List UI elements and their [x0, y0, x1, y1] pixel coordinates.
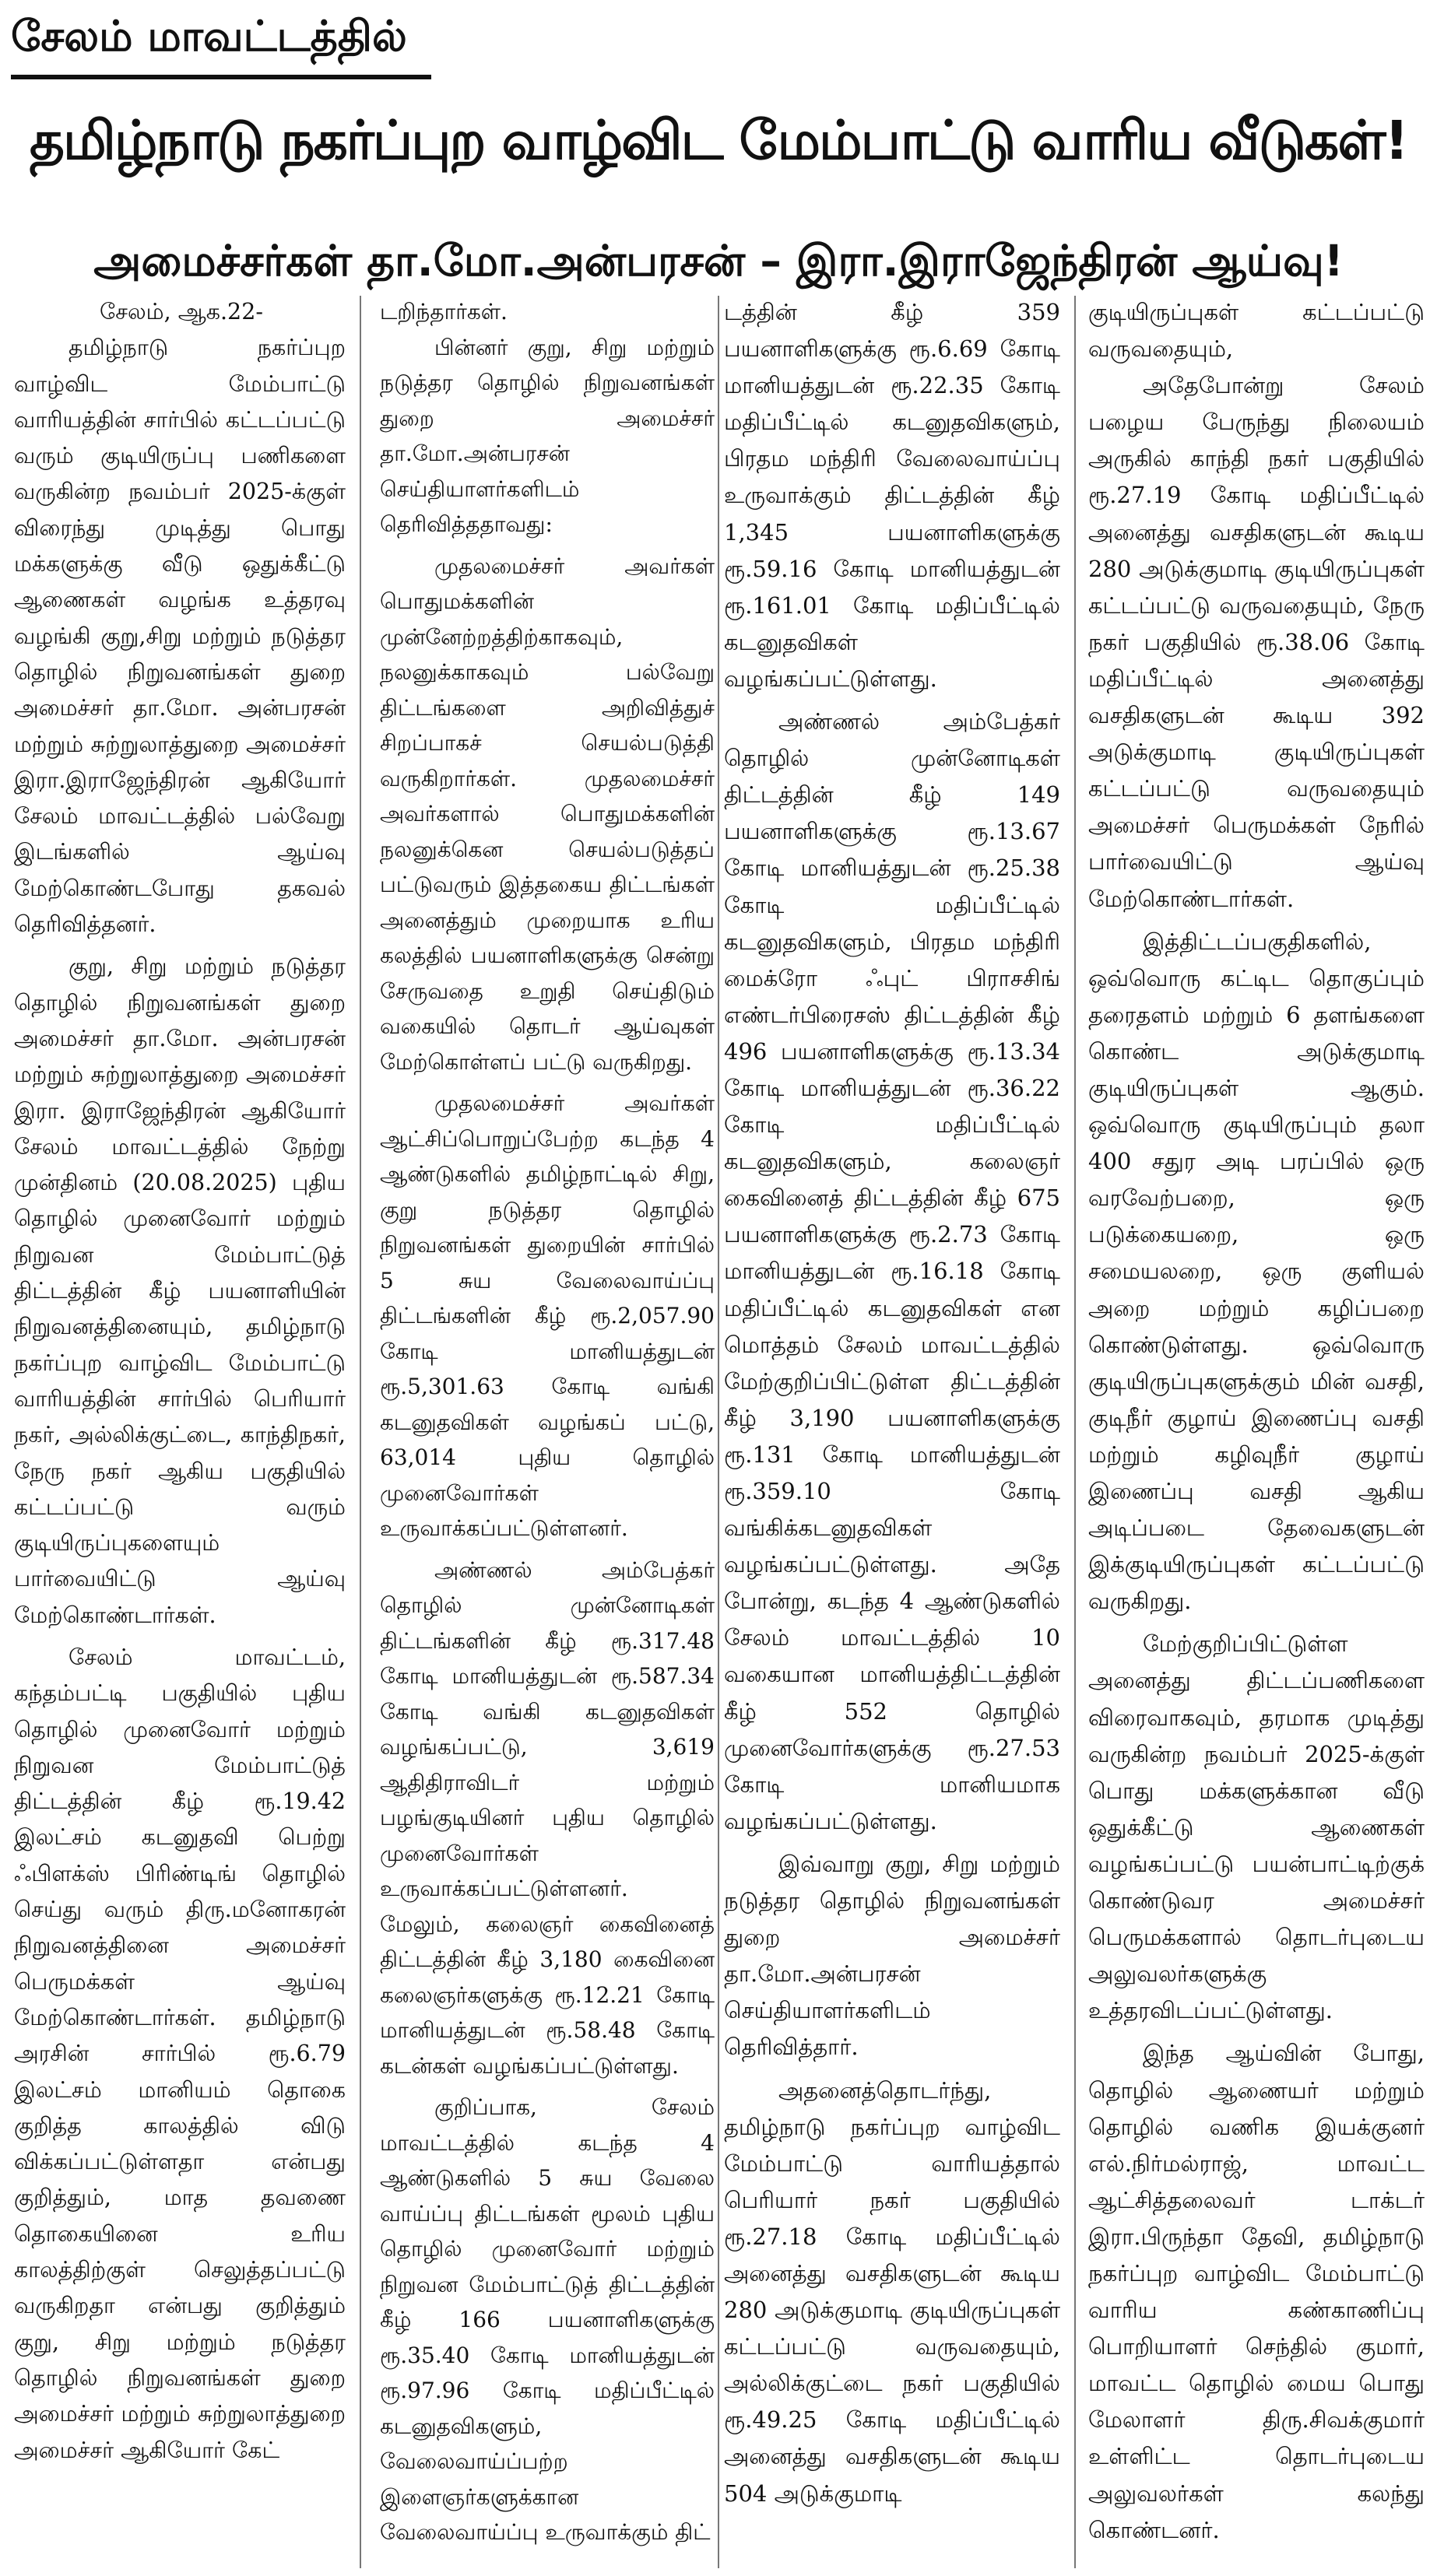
column-divider: [718, 296, 719, 2568]
column-divider: [1074, 296, 1076, 2568]
kicker-underline: [11, 75, 431, 79]
paragraph: மேற்குறிப்பிட்டுள்ள அனைத்து திட்டப்பணிகளை விரைவாகவும், தரமாக முடித்து வருகின்ற நவம்பர் 2025-க்குள் பொது மக்களுக்கான வீடு ஒதுக்கீட்டு ஆணைகள் வழங்கப்பட்டு பயன்பாட்டிற்குக் கொண்டுவர அமைச்சர் பெருமக்களால் தொடர்புடைய அலுவலர்களுக்கு உத்தரவிடப்பட்டுள்ளது.: [1088, 1630, 1425, 2024]
paragraph: அண்ணல் அம்பேத்கர் தொழில் முன்னோடிகள் திட்டத்தின் கீழ் 149 பயனாளிகளுக்கு ரூ.13.67 கோடி மானியத்துடன் ரூ.25.38 கோடி மதிப்பீட்டில் கடனுதவிகளும், பிரதம மந்திரி மைக்ரோ ஃபுட் பிராசசிங் எண்டர்பிரைசஸ் திட்டத்தின் கீழ் 496 பயனாளிகளுக்கு ரூ.13.34 கோடி மானியத்துடன் ரூ.36.22 கோடி மதிப்பீட்டில் கடனுதவிகளும், கலைஞர் கைவினைத் திட்டத்தின் கீழ் 675 பயனாளிகளுக்கு ரூ.2.73 கோடி மானியத்துடன் ரூ.16.18 கோடி மதிப்பீட்டில் கடனுதவிகள் என மொத்தம் சேலம் மாவட்டத்தில் மேற்குறிப்பிட்டுள்ள திட்டத்தின் கீழ் 3,190 பயனாளிகளுக்கு ரூ.131 கோடி மானியத்துடன் ரூ.359.10 கோடி வங்கிக்கடனுதவிகள் வழங்கப்பட்டுள்ளது. அதே போன்று, கடந்த 4 ஆண்டுகளில் சேலம் மாவட்டத்தில் 10 வகையான மானியத்திட்டத்தின் கீழ் 552 தொழில் முனைவோர்களுக்கு ரூ.27.53 கோடி மானியமாக வழங்கப்பட்டுள்ளது.: [724, 708, 1060, 1834]
column-divider: [360, 296, 361, 2568]
paragraph: இவ்வாறு குறு, சிறு மற்றும் நடுத்தர தொழில் நிறுவனங்கள் துறை அமைச்சர் தா.மோ.அன்பரசன் செய்தியாளர்களிடம் தெரிவித்தார்.: [724, 1850, 1060, 2061]
headline: தமிழ்நாடு நகர்ப்புற வாழ்விட மேம்பாட்டு வாரிய வீடுகள்!: [30, 110, 1407, 172]
paragraph: அண்ணல் அம்பேத்கர் தொழில் முன்னோடிகள் திட்டங்களின் கீழ் ரூ.317.48 கோடி மானியத்துடன் ரூ.587.34 கோடி வங்கி கடனுதவிகள் வழங்கப்பட்டு, 3,619 ஆதிதிராவிடர் மற்றும் பழங்குடியினர் புதிய தொழில் முனைவோர்கள் உருவாக்கப்பட்டுள்ளனர். மேலும், கலைஞர் கைவினைத் திட்டத்தின் கீழ் 3,180 கைவினை கலைஞர்களுக்கு ரூ.12.21 கோடி மானியத்துடன் ரூ.58.48 கோடி கடன்கள் வழங்கப்பட்டுள்ளது.: [380, 1556, 715, 2079]
subheadline: அமைச்சர்கள் தா.மோ.அன்பரசன் – இரா.இராஜேந்திரன் ஆய்வு!: [93, 236, 1344, 286]
paragraph: பின்னர் குறு, சிறு மற்றும் நடுத்தர தொழில் நிறுவனங்கள் துறை அமைச்சர் தா.மோ.அன்பரசன் செய்தியாளர்களிடம் தெரிவித்ததாவது:: [380, 334, 715, 537]
paragraph: குறு, சிறு மற்றும் நடுத்தர தொழில் நிறுவனங்கள் துறை அமைச்சர் தா.மோ. அன்பரசன் மற்றும் சுற்றுலாத்துறை அமைச்சர் இரா. இராஜேந்திரன் ஆகியோர் சேலம் மாவட்டத்தில் நேற்று முன்தினம் (20.08.2025) புதிய தொழில் முனைவோர் மற்றும் நிறுவன மேம்பாட்டுத் திட்டத்தின் கீழ் பயனாளியின் நிறுவனத்தினையும், தமிழ்நாடு நகர்ப்புற வாழ்விட மேம்பாட்டு வாரியத்தின் சார்பில் பெரியார் நகர், அல்லிக்குட்டை, காந்திநகர், நேரு நகர் ஆகிய பகுதியில் கட்டப்பட்டு வரும் குடியிருப்புகளையும் பார்வையிட்டு ஆய்வு மேற்கொண்டார்கள்.: [14, 953, 346, 1628]
paragraph: சேலம் மாவட்டம், கந்தம்பட்டி பகுதியில் புதிய தொழில் முனைவோர் மற்றும் நிறுவன மேம்பாட்டுத் திட்டத்தின் கீழ் ரூ.19.42 இலட்சம் கடனுதவி பெற்று ஃபிளக்ஸ் பிரிண்டிங் தொழில் செய்து வரும் திரு.மனோகரன் நிறுவனத்தினை அமைச்சர் பெருமக்கள் ஆய்வு மேற்கொண்டார்கள். தமிழ்நாடு அரசின் சார்பில் ரூ.6.79 இலட்சம் மானியம் தொகை குறித்த காலத்தில் விடு விக்கப்பட்டுள்ளதா என்பது குறித்தும், மாத தவணை தொகையினை உரிய காலத்திற்குள் செலுத்தப்பட்டு வருகிறதா என்பது குறித்தும் குறு, சிறு மற்றும் நடுத்தர தொழில் நிறுவனங்கள் துறை அமைச்சர் மற்றும் சுற்றுலாத்துறை அமைச்சர் ஆகியோர் கேட்: [14, 1644, 346, 2463]
paragraph: டறிந்தார்கள்.: [380, 299, 508, 325]
paragraph: இந்த ஆய்வின் போது, தொழில் ஆணையர் மற்றும் தொழில் வணிக இயக்குனர் எல்.நிர்மல்ராஜ், மாவட்ட ஆட்சித்தலைவர் டாக்டர் இரா.பிருந்தா தேவி, தமிழ்நாடு நகர்ப்புற வாழ்விட மேம்பாட்டு வாரிய கண்காணிப்பு பொறியாளர் செந்தில் குமார், மாவட்ட தொழில் மைய பொது மேலாளர் திரு.சிவக்குமார் உள்ளிட்ட தொடர்புடைய அலுவலர்கள் கலந்து கொண்டனர்.: [1088, 2040, 1425, 2543]
paragraph: இத்திட்டப்பகுதிகளில், ஒவ்வொரு கட்டிட தொகுப்பும் தரைதளம் மற்றும் 6 தளங்களை கொண்ட அடுக்குமாடி குடியிருப்புகள் ஆகும். ஒவ்வொரு குடியிருப்பும் தலா 400 சதுர அடி பரப்பில் ஒரு வரவேற்பறை, ஒரு படுக்கையறை, ஒரு சமையலறை, ஒரு குளியல் அறை மற்றும் கழிப்பறை கொண்டுள்ளது. ஒவ்வொரு குடியிருப்புகளுக்கும் மின் வசதி, குடிநீர் குழாய் இணைப்பு வசதி மற்றும் கழிவுநீர் குழாய் இணைப்பு வசதி ஆகிய அடிப்படை தேவைகளுடன் இக்குடியிருப்புகள் கட்டப்பட்டு வருகிறது.: [1088, 928, 1425, 1615]
paragraph: குறிப்பாக, சேலம் மாவட்டத்தில் கடந்த 4 ஆண்டுகளில் 5 சுய வேலை வாய்ப்பு திட்டங்கள் மூலம் புதிய தொழில் முனைவோர் மற்றும் நிறுவன மேம்பாட்டுத் திட்டத்தின் கீழ் 166 பயனாளிகளுக்கு ரூ.35.40 கோடி மானியத்துடன் ரூ.97.96 கோடி மதிப்பீட்டில் கடனுதவிகளும், வேலைவாய்ப்பற்ற இளைஞர்களுக்கான வேலைவாய்ப்பு உருவாக்கும் திட்: [380, 2094, 715, 2545]
paragraph: அதனைத்தொடர்ந்து, தமிழ்நாடு நகர்ப்புற வாழ்விட மேம்பாட்டு வாரியத்தால் பெரியார் நகர் பகுதியில் ரூ.27.18 கோடி மதிப்பீட்டில் அனைத்து வசதிகளுடன் கூடிய 280 அடுக்குமாடி குடியிருப்புகள் கட்டப்பட்டு வருவதையும், அல்லிக்குட்டை நகர் பகுதியில் ரூ.49.25 கோடி மதிப்பீட்டில் அனைத்து வசதிகளுடன் கூடிய 504 அடுக்குமாடி: [724, 2076, 1060, 2507]
article-column-3: [724, 294, 1060, 2567]
article-column-2: [380, 294, 715, 2567]
article-column-1: [14, 294, 346, 2567]
kicker: சேலம் மாவட்டத்தில்: [11, 12, 407, 61]
paragraph: முதலமைச்சர் அவர்கள் ஆட்சிப்பொறுப்பேற்ற கடந்த 4 ஆண்டுகளில் தமிழ்நாட்டில் சிறு, குறு நடுத்தர தொழில் நிறுவனங்கள் துறையின் சார்பில் 5 சுய வேலைவாய்ப்பு திட்டங்களின் கீழ் ரூ.2,057.90 கோடி மானியத்துடன் ரூ.5,301.63 கோடி வங்கி கடனுதவிகள் வழங்கப் பட்டு, 63,014 புதிய தொழில் முனைவோர்கள் உருவாக்கப்பட்டுள்ளனர்.: [380, 1090, 715, 1541]
paragraph: முதலமைச்சர் அவர்கள் பொதுமக்களின் முன்னேற்றத்திற்காகவும், நலனுக்காகவும் பல்வேறு திட்டங்களை அறிவித்துச் சிறப்பாகச் செயல்படுத்தி வருகிறார்கள். முதலமைச்சர் அவர்களால் பொதுமக்களின் நலனுக்கென செயல்படுத்தப் பட்டுவரும் இத்தகைய திட்டங்கள் அனைத்தும் முறையாக உரிய கலத்தில் பயனாளிகளுக்கு சென்று சேருவதை உறுதி செய்திடும் வகையில் தொடர் ஆய்வுகள் மேற்கொள்ளப் பட்டு வருகிறது.: [380, 553, 715, 1075]
paragraph: தமிழ்நாடு நகர்ப்புற வாழ்விட மேம்பாட்டு வாரியத்தின் சார்பில் கட்டப்பட்டு வரும் குடியிருப்பு பணிகளை வருகின்ற நவம்பர் 2025-க்குள் விரைந்து முடித்து பொது மக்களுக்கு வீடு ஒதுக்கீட்டு ஆணைகள் வழங்க உத்தரவு வழங்கி குறு,சிறு மற்றும் நடுத்தர தொழில் நிறுவனங்கள் துறை அமைச்சர் தா.மோ. அன்பரசன் மற்றும் சுற்றுலாத்துறை அமைச்சர் இரா.இராஜேந்திரன் ஆகியோர் சேலம் மாவட்டத்தில் பல்வேறு இடங்களில் ஆய்வு மேற்கொண்டபோது தகவல் தெரிவித்தனர்.: [14, 335, 346, 938]
paragraph: டத்தின் கீழ் 359 பயனாளிகளுக்கு ரூ.6.69 கோடி மானியத்துடன் ரூ.22.35 கோடி மதிப்பீட்டில் கடனுதவிகளும், பிரதம மந்திரி வேலைவாய்ப்பு உருவாக்கும் திட்டத்தின் கீழ் 1,345 பயனாளிகளுக்கு ரூ.59.16 கோடி மானியத்துடன் ரூ.161.01 கோடி மதிப்பீட்டில் கடனுதவிகள் வழங்கப்பட்டுள்ளது.: [724, 299, 1060, 692]
paragraph: அதேபோன்று சேலம் பழைய பேருந்து நிலையம் அருகில் காந்தி நகர் பகுதியில் ரூ.27.19 கோடி மதிப்பீட்டில் அனைத்து வசதிகளுடன் கூடிய 280 அடுக்குமாடி குடியிருப்புகள் கட்டப்பட்டு வருவதையும், நேரு நகர் பகுதியில் ரூ.38.06 கோடி மதிப்பீட்டில் அனைத்து வசதிகளுடன் கூடிய 392 அடுக்குமாடி குடியிருப்புகள் கட்டப்பட்டு வருவதையும் அமைச்சர் பெருமக்கள் நேரில் பார்வையிட்டு ஆய்வு மேற்கொண்டார்கள்.: [1088, 372, 1425, 912]
dateline: சேலம், ஆக.22-: [100, 299, 263, 325]
article-column-4: [1088, 294, 1425, 2567]
paragraph: குடியிருப்புகள் கட்டப்பட்டு வருவதையும்,: [1088, 299, 1425, 363]
